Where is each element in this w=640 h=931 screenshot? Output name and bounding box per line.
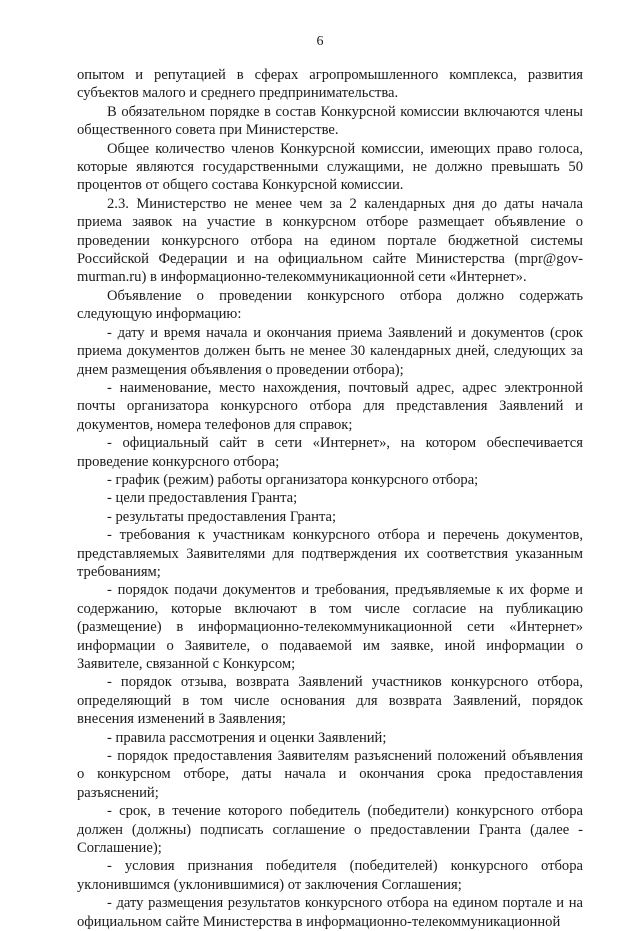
paragraph: - дату и время начала и окончания приема Заявлений и документов (срок приема документов должен быть не менее 30 календарных дней, следующих за днем размещения объявления о проведении отбора); <box>77 324 583 378</box>
paragraph: - результаты предоставления Гранта; <box>107 508 337 525</box>
paragraph: В обязательном порядке в состав Конкурсной комиссии включаются члены общественного совета при Министерстве. <box>77 103 583 139</box>
paragraph: - наименование, место нахождения, почтовый адрес, адрес электронной почты организатора конкурсного отбора для представления Заявлений и документов, номера телефонов для справок; <box>77 379 583 433</box>
paragraph: - цели предоставления Гранта; <box>107 490 298 507</box>
paragraph: - официальный сайт в сети «Интернет», на котором обеспечивается проведение конкурсного отбора; <box>77 435 583 470</box>
paragraph: - график (режим) работы организатора конкурсного отбора; <box>107 471 479 488</box>
paragraph: 2.3. Министерство не менее чем за 2 календарных дня до даты начала приема заявок на участие в конкурсном отборе размещает объявление о проведении конкурсного отбора на едином портале бюджетной системы Российской Федерации и на официальном сайте Министерства (mpr@gov-murman.ru) в информационно-телекоммуникационной сети «Интернет». <box>77 195 583 286</box>
paragraph: - условия признания победителя (победителей) конкурсного отбора уклонившимся (уклонившимися) от заключения Соглашения; <box>77 858 583 893</box>
paragraph: Общее количество членов Конкурсной комиссии, имеющих право голоса, которые являются государственными служащими, не должно превышать 50 процентов от общего состава Конкурсной комиссии. <box>77 140 583 194</box>
paragraph: Объявление о проведении конкурсного отбора должно содержать следующую информацию: <box>77 287 583 323</box>
paragraph: - порядок отзыва, возврата Заявлений участников конкурсного отбора, определяющий в том числе основания для возврата Заявлений, порядок внесения изменений в Заявления; <box>77 674 583 728</box>
paragraph: - порядок подачи документов и требования, предъявляемые к их форме и содержанию, которые включают в том числе согласие на публикацию (размещение) в информационно-телекоммуникационной сети «Интернет» информации о Заявителе, о подаваемой им заявке, иной информации о Заявителе, связанной с Конкурсом; <box>77 582 583 672</box>
paragraph: - срок, в течение которого победитель (победители) конкурсного отбора должен (должны) подписать соглашение о предоставлении Гранта (далее - Соглашение); <box>77 803 583 857</box>
page-number: 6 <box>316 34 324 49</box>
paragraph: - дату размещения результатов конкурсного отбора на едином портале и на официальном сайте Министерства в информационно-телекоммуникационной <box>77 895 583 930</box>
paragraph: - правила рассмотрения и оценки Заявлений; <box>107 729 387 746</box>
paragraph: - требования к участникам конкурсного отбора и перечень документов, представляемых Заявителями для подтверждения их соответствия указанным требованиям; <box>77 527 583 580</box>
paragraph: - порядок предоставления Заявителям разъяснений положений объявления о конкурсном отборе, даты начала и окончания срока предоставления разъяснений; <box>77 748 583 801</box>
paragraph: опытом и репутацией в сферах агропромышленного комплекса, развития субъектов малого и среднего предпринимательства. <box>77 67 583 102</box>
document-body <box>77 66 583 931</box>
